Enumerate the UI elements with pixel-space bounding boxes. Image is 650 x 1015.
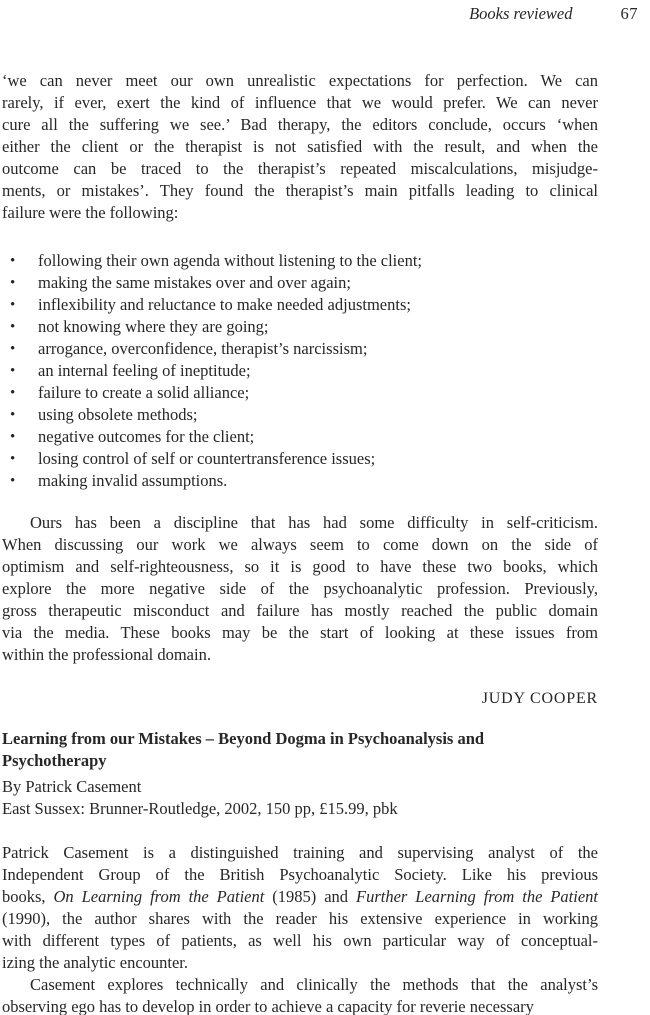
bullet-text: making the same mistakes over and over again; xyxy=(38,273,351,292)
bullet-item xyxy=(2,316,598,338)
text-line: Patrick Casement is a distinguished training and supervising analyst of the xyxy=(2,843,598,862)
bullet-item xyxy=(2,294,598,316)
text-line: When discussing our work we always seem to come down on the side of xyxy=(2,535,598,554)
bullet-item xyxy=(2,250,598,272)
bullet-item xyxy=(2,338,598,360)
bullet-text: an internal feeling of ineptitude; xyxy=(38,361,251,380)
bullet-icon: • xyxy=(10,429,16,445)
page-number: 67 xyxy=(620,4,638,23)
bullet-text: making invalid assumptions. xyxy=(38,471,228,490)
bullet-item xyxy=(2,426,598,448)
paragraph xyxy=(2,842,598,974)
text-line: failure were the following: xyxy=(2,203,179,222)
bullet-icon: • xyxy=(10,297,16,313)
text-line: ‘we can never meet our own unrealistic expectations for perfection. We can xyxy=(2,71,598,90)
meta-line: By Patrick Casement xyxy=(2,777,142,796)
meta-line: East Sussex: Brunner-Routledge, 2002, 150 pp, £15.99, pbk xyxy=(2,799,398,818)
text-line: with different types of patients, as well his own particular way of conceptual- xyxy=(2,931,598,950)
text-line: Independent Group of the British Psychoanalytic Society. Like his previous xyxy=(2,865,598,884)
bullet-icon: • xyxy=(10,319,16,335)
bullet-item xyxy=(2,404,598,426)
text-line: books, On Learning from the Patient (1985) and Further Learning from the Patient xyxy=(2,887,598,906)
bullet-text: arrogance, overconfidence, therapist’s narcissism; xyxy=(38,339,368,358)
text-line: rarely, if ever, exert the kind of influence that we would prefer. We can never xyxy=(2,93,598,112)
bullet-icon: • xyxy=(10,385,16,401)
text-line: via the media. These books may be the start of looking at these issues from xyxy=(2,623,598,642)
bullet-text: inflexibility and reluctance to make needed adjustments; xyxy=(38,295,411,314)
bullet-item xyxy=(2,382,598,404)
paragraph xyxy=(2,70,598,224)
book-publication-info xyxy=(2,776,598,820)
heading-line: Psychotherapy xyxy=(2,751,107,770)
text-line: Casement explores technically and clinically the methods that the analyst’s xyxy=(30,975,598,994)
page-content xyxy=(2,70,598,1015)
bullet-item xyxy=(2,272,598,294)
reviewer-signature: JUDY COOPER xyxy=(481,690,598,707)
text-line: (1990), the author shares with the reader his extensive experience in working xyxy=(2,909,598,928)
bullet-text: negative outcomes for the client; xyxy=(38,427,255,446)
bullet-text: using obsolete methods; xyxy=(38,405,198,424)
bullet-list xyxy=(2,250,598,492)
bullet-icon: • xyxy=(10,473,16,489)
bullet-icon: • xyxy=(10,451,16,467)
heading-line: Learning from our Mistakes – Beyond Dogma in Psychoanalysis and xyxy=(2,729,485,748)
text-line: explore the more negative side of the psychoanalytic profession. Previously, xyxy=(2,579,598,598)
text-line: ments, or mistakes’. They found the therapist’s main pitfalls leading to clinical xyxy=(2,181,598,200)
text-line: izing the analytic encounter. xyxy=(2,953,189,972)
running-head: Books reviewed xyxy=(469,4,573,23)
bullet-item xyxy=(2,470,598,492)
bullet-icon: • xyxy=(10,363,16,379)
text-line: gross therapeutic misconduct and failure has mostly reached the public domain xyxy=(2,601,598,620)
bullet-item xyxy=(2,448,598,470)
bullet-icon: • xyxy=(10,407,16,423)
page-header xyxy=(0,0,650,24)
bullet-item xyxy=(2,360,598,382)
text-line: cure all the suffering we see.’ Bad therapy, the editors conclude, occurs ‘when xyxy=(2,115,598,134)
bullet-text: failure to create a solid alliance; xyxy=(38,383,250,402)
text-line: outcome can be traced to the therapist’s repeated miscalculations, misjudge- xyxy=(2,159,598,178)
text-line: observing ego has to develop in order to achieve a capacity for reverie necessary xyxy=(2,997,534,1015)
bullet-text: not knowing where they are going; xyxy=(38,317,269,336)
bullet-icon: • xyxy=(10,275,16,291)
bullet-icon: • xyxy=(10,341,16,357)
paragraph xyxy=(2,512,598,666)
text-line: optimism and self-righteousness, so it is good to have these two books, which xyxy=(2,557,598,576)
text-line: within the professional domain. xyxy=(2,645,211,664)
book-title-heading xyxy=(2,728,598,772)
text-line: Ours has been a discipline that has had some difficulty in self-criticism. xyxy=(30,513,598,532)
bullet-text: following their own agenda without listening to the client; xyxy=(38,251,423,270)
bullet-icon: • xyxy=(10,253,16,269)
text-line: either the client or the therapist is not satisfied with the result, and when the xyxy=(2,137,598,156)
bullet-text: losing control of self or countertransference issues; xyxy=(38,449,376,468)
paragraph xyxy=(2,974,598,1015)
